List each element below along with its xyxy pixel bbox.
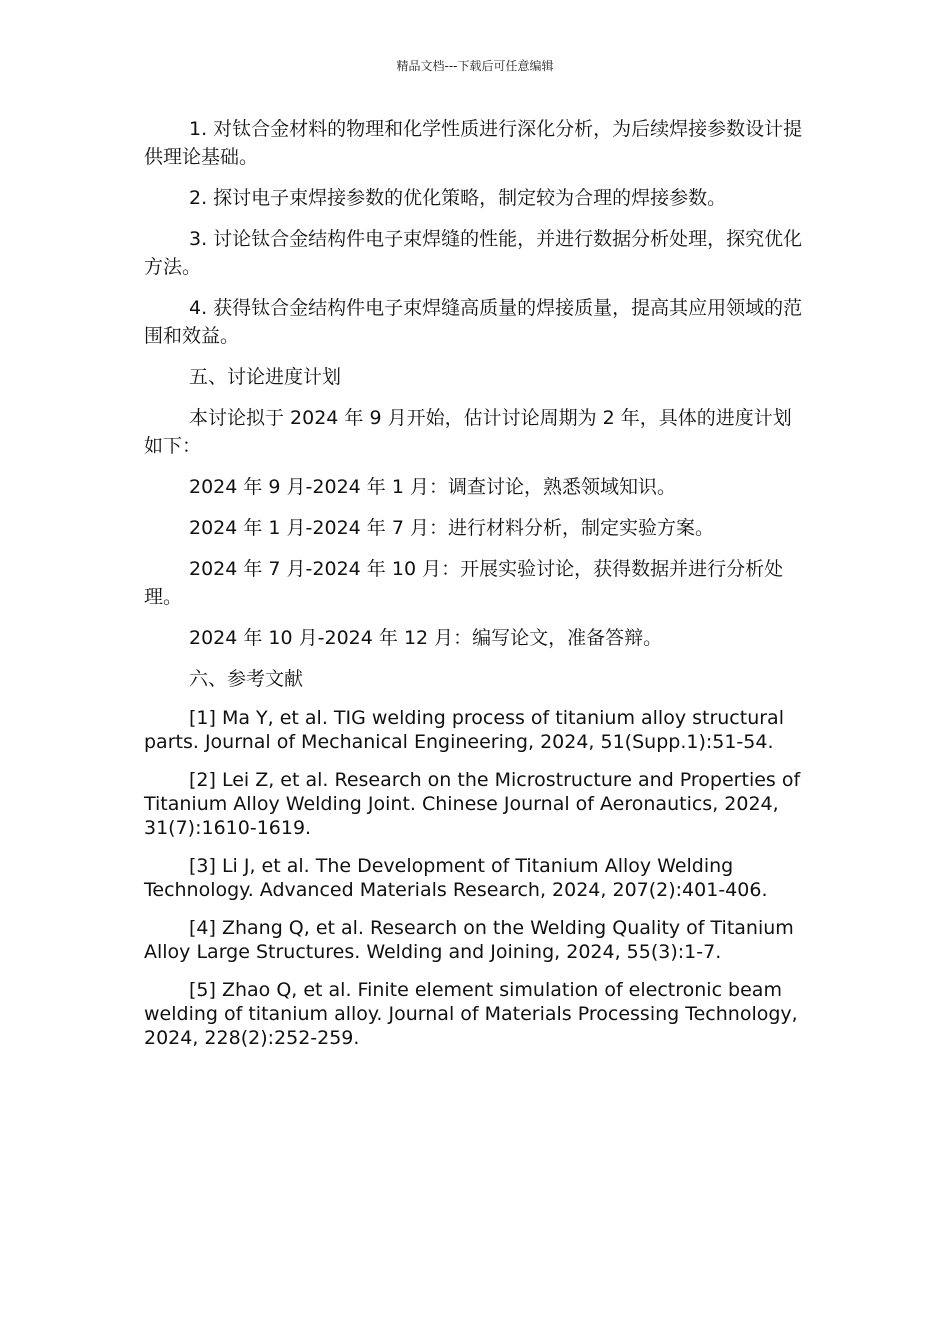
reference-list (144, 706, 806, 1050)
schedule-item: 2024 年 7 月-2024 年 10 月：开展实验讨论，获得数据并进行分析处理。 (144, 558, 784, 608)
schedule-intro: 本讨论拟于 2024 年 9 月开始，估计讨论周期为 2 年，具体的进度计划如下： (144, 407, 792, 457)
reference-item: [5] Zhao Q, et al. Finite element simulation of electronic beam welding of titanium alloy. Journal of Materials Processing Technology, 2024, 228(2):252-259. (144, 979, 798, 1049)
objective-item: 4. 获得钛合金结构件电子束焊缝高质量的焊接质量，提高其应用领域的范围和效益。 (144, 297, 803, 347)
reference-item: [2] Lei Z, et al. Research on the Microstructure and Properties of Titanium Alloy Welding Joint. Chinese Journal of Aeronautics, 2024, 31(7):1610-1619. (144, 769, 801, 839)
reference-item: [1] Ma Y, et al. TIG welding process of titanium alloy structural parts. Journal of Mechanical Engineering, 2024, 51(Supp.1):51-54. (144, 707, 784, 753)
page-header: 精品文档---下载后可任意编辑 (396, 59, 554, 73)
reference-item: [4] Zhang Q, et al. Research on the Welding Quality of Titanium Alloy Large Structures. Welding and Joining, 2024, 55(3):1-7. (144, 917, 794, 963)
objective-item: 1. 对钛合金材料的物理和化学性质进行深化分析，为后续焊接参数设计提供理论基础。 (144, 118, 803, 168)
reference-item: [3] Li J, et al. The Development of Titanium Alloy Welding Technology. Advanced Materials Research, 2024, 207(2):401-406. (144, 855, 768, 901)
objective-item: 3. 讨论钛合金结构件电子束焊缝的性能，并进行数据分析处理，探究优化方法。 (144, 228, 803, 278)
schedule-item: 2024 年 9 月-2024 年 1 月：调查讨论，熟悉领域知识。 (189, 476, 676, 498)
schedule-item: 2024 年 1 月-2024 年 7 月：进行材料分析，制定实验方案。 (189, 517, 714, 539)
section-heading-schedule: 五、讨论进度计划 (189, 366, 342, 388)
schedule-item: 2024 年 10 月-2024 年 12 月：编写论文，准备答辩。 (189, 627, 663, 649)
document-body (144, 115, 806, 1064)
section-heading-references: 六、参考文献 (189, 668, 304, 690)
objective-item: 2. 探讨电子束焊接参数的优化策略，制定较为合理的焊接参数。 (189, 187, 727, 209)
